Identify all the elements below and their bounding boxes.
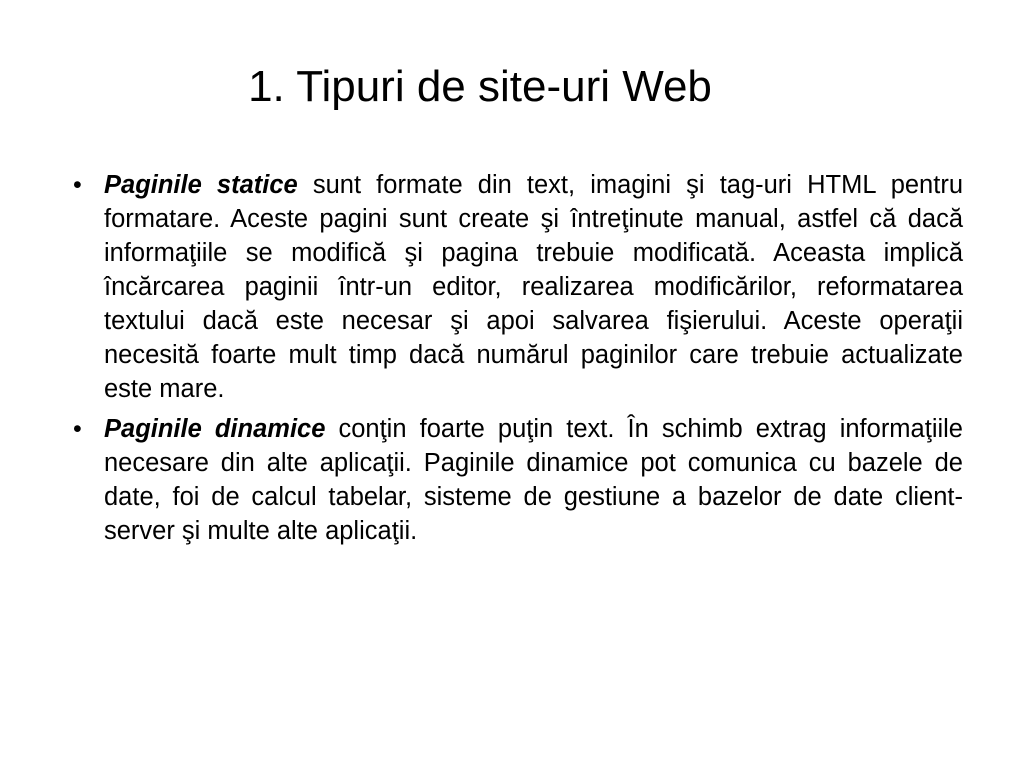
bullet-icon: •	[73, 415, 82, 443]
bullet-item-static-pages	[70, 168, 963, 406]
bullet-text: sunt formate din text, imagini şi tag-uri HTML pentru formatare. Aceste pagini sunt create şi întreţinute manual, astfel că dacă informaţiile se modifică şi pagina trebuie modificată. Aceasta implică încărcarea paginii într-un editor, realizarea modificărilor, reformatarea textului dacă este necesar şi apoi salvarea fişierului. Aceste operaţii necesită foarte mult timp dacă numărul paginilor care trebuie actualizate este mare.	[104, 171, 964, 403]
bullet-icon: •	[73, 171, 82, 199]
bullet-term: Paginile statice	[104, 171, 298, 199]
bullet-list	[70, 168, 963, 554]
bullet-text: conţin foarte puţin text. În schimb extrag informaţiile necesare din alte aplicaţii. Paginile dinamice pot comunica cu bazele de date, foi de calcul tabelar, sisteme de gestiune a bazelor de date client-server şi multe alte aplicaţii.	[104, 415, 963, 545]
bullet-item-dynamic-pages	[70, 412, 963, 548]
bullet-term: Paginile dinamice	[104, 415, 326, 443]
slide-title: 1. Tipuri de site-uri Web	[248, 62, 712, 111]
